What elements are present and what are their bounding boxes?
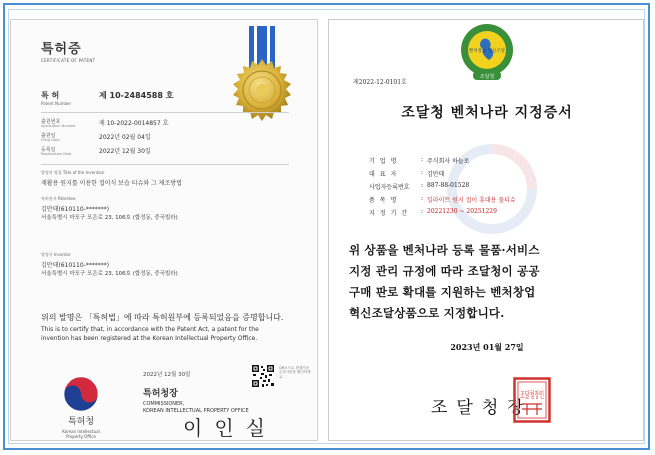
office-name-en-1: Korean Intellectual <box>62 429 100 434</box>
row-label-en: Application Number <box>41 124 76 128</box>
row-label: 등록일 <box>41 147 56 153</box>
row-value: 일라이트 원지 접이 휴대용 물티슈 <box>427 197 516 204</box>
inventor-label: 발명자 Inventor <box>41 252 71 257</box>
patent-number-label: 특 허 <box>41 91 60 100</box>
patent-title: 특허증 <box>41 42 82 57</box>
row-label: 지정기간 <box>369 210 413 217</box>
row-label: 출원번호 <box>41 119 61 125</box>
row-value: 887-88-01528 <box>427 182 470 189</box>
venture-certificate <box>328 19 644 441</box>
patentee-id: 김만태(610110-*******) <box>41 206 110 213</box>
body-line-4: 혁신조달상품으로 지정합니다. <box>349 306 505 320</box>
patent-certificate <box>10 19 318 441</box>
commissioner-en-1: COMMISSIONER, <box>143 401 185 407</box>
venture-title: 조달청 벤처나라 지정증서 <box>401 105 573 121</box>
divider <box>41 164 289 165</box>
row-label: 대표자 <box>369 171 402 178</box>
gold-seal-icon <box>229 58 295 124</box>
divider <box>41 112 289 113</box>
row-label-en: Filing Date <box>41 138 60 142</box>
row-label: 품목명 <box>369 197 402 204</box>
patent-date: 2022년 12월 30일 <box>143 372 191 378</box>
row-value: 김만태 <box>427 171 445 178</box>
row-label-en: Registration Date <box>41 152 72 156</box>
body-line-2: 지정 관리 규정에 따라 조달청이 공공 <box>349 264 540 278</box>
patent-statement-en-1: This is to certify that, in accordance with the Patent Act, a patent for the <box>41 326 259 333</box>
patent-number-label-en: Patent Number <box>41 101 72 106</box>
row-value: 2022년 02월 04일 <box>99 134 151 141</box>
business-number-row: 사업자등록번호 : 887-88-01528 <box>369 182 470 191</box>
company-row: 기업명 : 주식회사 하늘로 <box>369 156 470 165</box>
inventor-id: 김만태(610110-*******) <box>41 262 110 269</box>
row-label: 출원일 <box>41 133 56 139</box>
row-value: 주식회사 하늘로 <box>427 158 470 165</box>
body-line-3: 구매 판로 확대를 지원하는 벤처창업 <box>349 285 536 299</box>
period-row: 지정기간 : 20221230 ~ 20251229 <box>369 208 497 217</box>
row-label: 사업자등록번호 <box>369 184 410 191</box>
emblem-bottom-text: 조달청 <box>479 74 495 80</box>
stamp-text: 조달청장인 <box>520 391 564 401</box>
qr-note: QR코드로 현재기준 등록사항을 확인하세요. <box>279 366 311 379</box>
row-value: 2022년 12월 30일 <box>99 148 151 155</box>
body-line-1: 위 상품을 벤처나라 등록 물품·서비스 <box>349 243 540 257</box>
certificate-number: 제2022-12-0101호 <box>353 79 407 86</box>
commissioner-title: 특허청장 <box>143 389 178 399</box>
office-name-en-2: Property Office <box>66 434 96 439</box>
patent-statement: 위의 발명은 「특허법」에 따라 특허원부에 등록되었음을 증명합니다. <box>41 313 284 322</box>
patent-subtitle: CERTIFICATE OF PATENT <box>41 58 96 63</box>
procurement-emblem-icon <box>459 23 515 81</box>
patent-statement-en-2: invention has been registered at the Korean Intellectual Property Office. <box>41 335 258 342</box>
patentee-label: 특허권자 Patentee <box>41 196 76 201</box>
emblem-text: 벤처창업 혁신조달 <box>468 49 506 54</box>
patent-number: 제 10-2484588 호 <box>99 91 174 100</box>
kipo-logo-icon <box>63 376 99 412</box>
inventor-address: 서울특별시 마포구 포은로 23, 106호 (합정동, 중국빌라) <box>41 271 178 277</box>
row-value: 제 10-2022-0014857 호 <box>99 120 169 127</box>
application-number-row <box>41 118 281 132</box>
office-name-ko: 특허청 <box>67 417 95 427</box>
representative-row: 대표자 : 김만태 <box>369 169 445 178</box>
venture-date: 2023년 01월 27일 <box>450 342 524 352</box>
signature: 이인실 <box>183 416 277 440</box>
patentee-address: 서울특별시 마포구 포은로 23, 106호 (합정동, 중국빌라) <box>41 215 178 221</box>
product-row: 품목명 : 일라이트 원지 접이 휴대용 물티슈 <box>369 195 516 204</box>
filing-date-row <box>41 132 281 146</box>
commissioner-en-2: KOREAN INTELLECTUAL PROPERTY OFFICE <box>143 408 249 414</box>
row-label: 기업명 <box>369 158 402 165</box>
registration-date-row <box>41 146 281 160</box>
invention-title: 재활용 원지를 이용한 접이식 보습 티슈와 그 제조방법 <box>41 180 182 187</box>
invention-label: 발명의 명칭 Title of the Invention <box>41 170 105 175</box>
row-value: 20221230 ~ 20251229 <box>427 208 497 215</box>
minister-title: 조달청장 <box>431 398 533 418</box>
official-stamp-icon <box>513 377 564 423</box>
qr-code-icon <box>251 364 275 388</box>
